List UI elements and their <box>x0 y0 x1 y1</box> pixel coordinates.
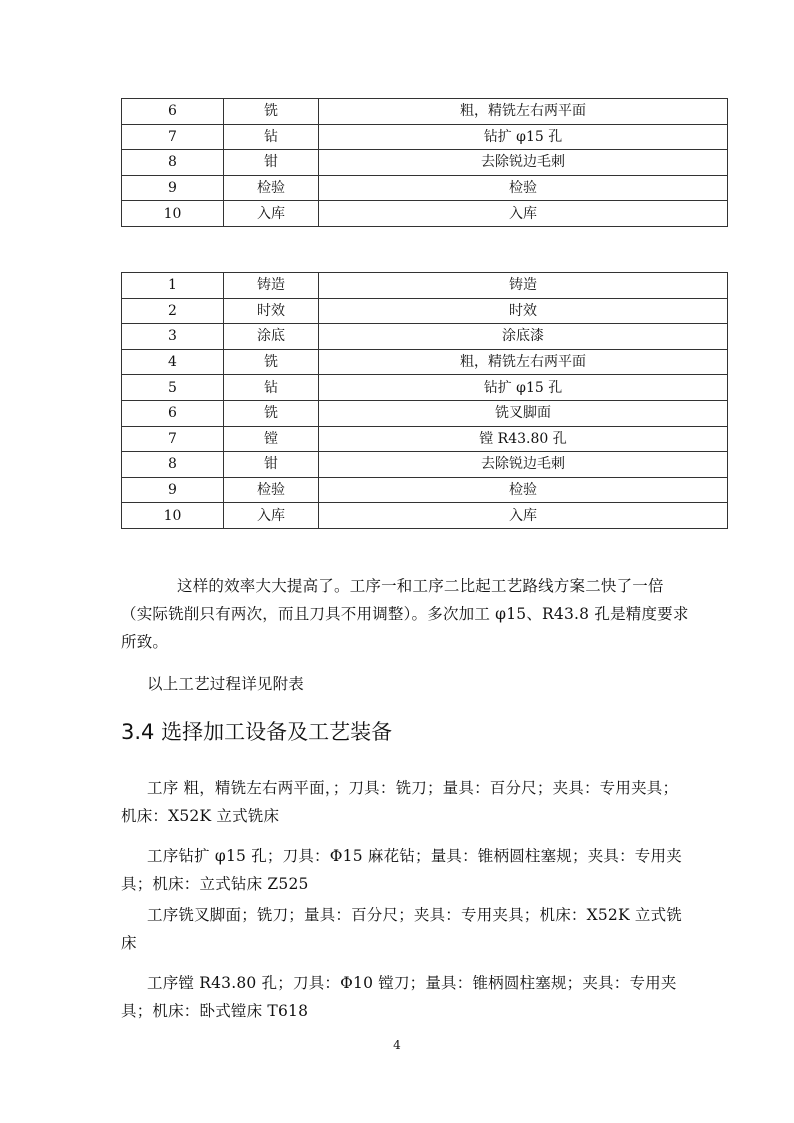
table-cell-process: 铸造 <box>224 273 319 299</box>
table-row <box>122 273 728 299</box>
table-row <box>122 150 728 176</box>
table-cell-process: 铣 <box>224 349 319 375</box>
table-cell-process: 涂底 <box>224 324 319 350</box>
table-row <box>122 124 728 150</box>
table-cell-step: 5 <box>122 375 224 401</box>
table-cell-content: 去除锐边毛刺 <box>319 452 728 478</box>
table-cell-step: 6 <box>122 99 224 125</box>
table-cell-step: 8 <box>122 452 224 478</box>
table-row <box>122 349 728 375</box>
table-cell-process: 铣 <box>224 99 319 125</box>
table-row <box>122 298 728 324</box>
table-cell-step: 7 <box>122 124 224 150</box>
table-row <box>122 426 728 452</box>
table-cell-content: 镗 R43.80 孔 <box>319 426 728 452</box>
table-cell-step: 9 <box>122 477 224 503</box>
table-cell-step: 6 <box>122 400 224 426</box>
equipment-item-drilling: 工序钻扩 φ15 孔；刀具：Φ15 麻花钻；量具：锥柄圆柱塞规；夹具：专用夹具；机床：立式钻床 Z525 <box>121 847 682 893</box>
table-cell-content: 时效 <box>319 298 728 324</box>
table-cell-process: 入库 <box>224 503 319 529</box>
equipment-item-milling: 工序 粗，精铣左右两平面，；刀具：铣刀；量具：百分尺；夹具：专用夹具；机床：X52K 立式铣床 <box>121 779 679 825</box>
table-cell-step: 9 <box>122 175 224 201</box>
table-cell-process: 入库 <box>224 201 319 227</box>
table-cell-step: 4 <box>122 349 224 375</box>
table-row <box>122 99 728 125</box>
section-heading: 3.4 选择加工设备及工艺装备 <box>121 720 393 744</box>
table-cell-content: 粗，精铣左右两平面 <box>319 349 728 375</box>
table-cell-process: 检验 <box>224 175 319 201</box>
table-cell-content: 去除锐边毛刺 <box>319 150 728 176</box>
body-paragraph-efficiency: 这样的效率大大提高了。工序一和工序二比起工艺路线方案二快了一倍（实际铣削只有两次，而且刀具不用调整）。多次加工 φ15、R43.8 孔是精度要求所致。 <box>121 577 689 651</box>
table-cell-step: 2 <box>122 298 224 324</box>
table-cell-step: 7 <box>122 426 224 452</box>
table-cell-process: 检验 <box>224 477 319 503</box>
page-number: 4 <box>393 1038 401 1052</box>
table-cell-content: 涂底漆 <box>319 324 728 350</box>
table-cell-content: 检验 <box>319 477 728 503</box>
table-cell-process: 钳 <box>224 452 319 478</box>
table-cell-content: 检验 <box>319 175 728 201</box>
table-row <box>122 477 728 503</box>
table-cell-step: 3 <box>122 324 224 350</box>
table-cell-step: 1 <box>122 273 224 299</box>
table-cell-process: 钻 <box>224 124 319 150</box>
table-cell-process: 铣 <box>224 400 319 426</box>
table-row <box>122 375 728 401</box>
table-row <box>122 452 728 478</box>
table-cell-content: 入库 <box>319 503 728 529</box>
table-cell-content: 粗，精铣左右两平面 <box>319 99 728 125</box>
table-cell-content: 铸造 <box>319 273 728 299</box>
table-cell-content: 钻扩 φ15 孔 <box>319 375 728 401</box>
table-row <box>122 175 728 201</box>
table-cell-content: 钻扩 φ15 孔 <box>319 124 728 150</box>
table-cell-step: 8 <box>122 150 224 176</box>
equipment-item-boring: 工序镗 R43.80 孔；刀具：Φ10 镗刀；量具：锥柄圆柱塞规；夹具：专用夹具；机床：卧式镗床 T618 <box>121 974 677 1020</box>
table-row <box>122 503 728 529</box>
process-table-1 <box>121 98 728 227</box>
table-cell-process: 时效 <box>224 298 319 324</box>
table-cell-content: 铣叉脚面 <box>319 400 728 426</box>
table-row <box>122 324 728 350</box>
table-row <box>122 400 728 426</box>
table-cell-step: 10 <box>122 201 224 227</box>
table-cell-content: 入库 <box>319 201 728 227</box>
table-cell-process: 镗 <box>224 426 319 452</box>
table-cell-process: 钻 <box>224 375 319 401</box>
table-row <box>122 201 728 227</box>
process-table-2 <box>121 272 728 529</box>
table-cell-step: 10 <box>122 503 224 529</box>
equipment-item-fork-face: 工序铣叉脚面；铣刀；量具：百分尺；夹具：专用夹具；机床：X52K 立式铣床 <box>121 906 682 952</box>
body-paragraph-appendix-note: 以上工艺过程详见附表 <box>147 675 305 693</box>
table-cell-process: 钳 <box>224 150 319 176</box>
